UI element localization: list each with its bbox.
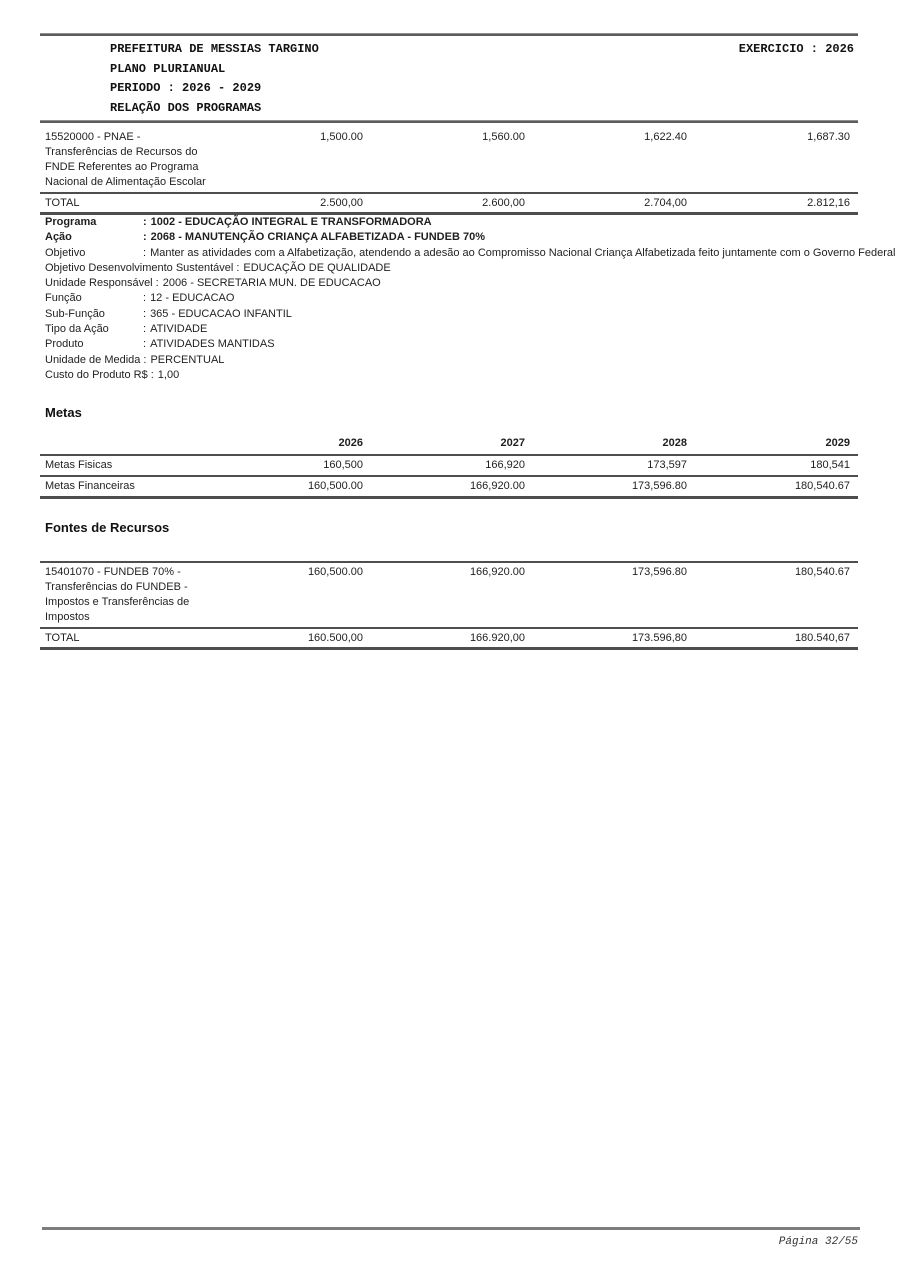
info-row-unidade-responsavel xyxy=(45,276,860,291)
exercicio-label: EXERCICIO : 2026 xyxy=(738,42,854,56)
info-row-produto xyxy=(45,337,860,352)
info-value: EDUCAÇÃO DE QUALIDADE xyxy=(243,261,391,274)
org-name: PREFEITURA DE MESSIAS TARGINO xyxy=(110,42,319,56)
info-label: Função xyxy=(45,292,82,305)
funding-source-row xyxy=(40,561,858,627)
year-header: 2028 xyxy=(662,437,687,449)
info-value: 1002 - EDUCAÇÃO INTEGRAL E TRANSFORMADORA xyxy=(150,216,432,228)
metas-row-label: Metas Financeiras xyxy=(45,480,135,492)
total-value-2028: 173.596,80 xyxy=(631,632,687,644)
total-label: TOTAL xyxy=(45,632,80,644)
total-value-2029: 2.812,16 xyxy=(807,197,850,209)
info-row-funcao xyxy=(45,291,860,306)
info-row-subfuncao xyxy=(45,307,860,322)
total-label: TOTAL xyxy=(45,197,80,209)
table-bottom-rule xyxy=(40,647,858,650)
doc-title: PLANO PLURIANUAL xyxy=(110,61,226,76)
funding-value-2029: 180,540.67 xyxy=(794,566,850,578)
metas-value-2027: 166,920.00 xyxy=(469,480,525,492)
funding-value-2027: 166,920.00 xyxy=(469,566,525,578)
info-value: 1,00 xyxy=(157,368,180,381)
page-number: Página 32/55 xyxy=(778,1236,858,1248)
info-value: 2006 - SECRETARIA MUN. DE EDUCACAO xyxy=(162,277,381,290)
year-header: 2026 xyxy=(338,437,363,449)
metas-financeiras-row xyxy=(40,475,858,496)
metas-value-2029: 180,540.67 xyxy=(794,480,850,492)
info-row-custo-produto xyxy=(45,368,860,383)
info-label: Objetivo Desenvolvimento Sustentável xyxy=(45,261,234,274)
metas-table xyxy=(40,431,858,499)
info-row-ods xyxy=(45,261,860,276)
metas-value-2029: 180,541 xyxy=(810,459,850,471)
info-label: Sub-Função xyxy=(45,307,105,320)
metas-heading: Metas xyxy=(45,405,82,420)
info-label: Programa xyxy=(45,216,97,228)
info-label: Objetivo xyxy=(45,246,86,259)
info-label: Custo do Produto R$ xyxy=(45,368,148,381)
period-label: PERIODO : 2026 - 2029 xyxy=(110,81,262,95)
header-line-1 xyxy=(110,40,854,60)
info-label: Unidade Responsável xyxy=(45,277,153,290)
total-value-2027: 166.920,00 xyxy=(469,632,525,644)
fontes-table xyxy=(40,561,858,650)
table-bottom-rule xyxy=(40,496,858,499)
metas-row-label: Metas Fisicas xyxy=(45,459,113,471)
metas-value-2027: 166,920 xyxy=(485,459,525,471)
total-value-2027: 2.600,00 xyxy=(482,197,525,209)
info-row-tipo-acao xyxy=(45,322,860,337)
colon: : xyxy=(143,353,147,366)
metas-fisicas-row xyxy=(40,454,858,475)
colon: : xyxy=(150,368,154,381)
info-value: ATIVIDADE xyxy=(150,323,208,336)
colon: : xyxy=(143,323,147,336)
program-info xyxy=(45,215,896,383)
info-row-unidade-medida xyxy=(45,353,860,368)
spacer-cell xyxy=(40,431,240,454)
colon: : xyxy=(143,231,147,244)
metas-value-2026: 160,500.00 xyxy=(307,480,363,492)
resource-value-2027: 1,560.00 xyxy=(482,131,525,143)
info-value: 2068 - MANUTENÇÃO CRIANÇA ALFABETIZADA - FUNDEB 70% xyxy=(150,231,485,244)
info-row-objetivo xyxy=(45,246,896,261)
funding-value-2026: 160,500.00 xyxy=(307,566,363,578)
colon: : xyxy=(143,307,147,320)
metas-value-2026: 160,500 xyxy=(323,459,363,471)
metas-value-2028: 173,596.80 xyxy=(631,480,687,492)
funding-source-description: 15401070 - FUNDEB 70% - Transferências do FUNDEB - Impostos e Transferências de Impostos xyxy=(45,566,190,623)
colon: : xyxy=(143,292,147,305)
info-value: 12 - EDUCACAO xyxy=(150,292,235,305)
colon: : xyxy=(143,246,147,259)
resource-description: 15520000 - PNAE - Transferências de Recursos do FNDE Referentes ao Programa Nacional de Alimentação Escolar xyxy=(45,131,206,188)
resource-value-2026: 1,500.00 xyxy=(320,131,363,143)
info-value: ATIVIDADES MANTIDAS xyxy=(150,338,275,351)
page-header xyxy=(40,33,858,123)
resource-value-2029: 1,687.30 xyxy=(807,131,850,143)
total-row xyxy=(40,192,858,212)
fontes-heading: Fontes de Recursos xyxy=(45,520,170,535)
year-header: 2029 xyxy=(825,437,850,449)
total-value-2026: 2.500,00 xyxy=(320,197,363,209)
funding-value-2028: 173,596.80 xyxy=(631,566,687,578)
resource-value-2028: 1,622.40 xyxy=(644,131,687,143)
colon: : xyxy=(143,216,147,228)
header-rule-bottom xyxy=(40,120,858,123)
header-text-block xyxy=(40,36,858,120)
info-label: Ação xyxy=(45,231,72,244)
info-label: Produto xyxy=(45,338,84,351)
metas-value-2028: 173,597 xyxy=(647,459,687,471)
total-row xyxy=(40,627,858,647)
resource-row xyxy=(40,128,858,192)
info-value: PERCENTUAL xyxy=(150,353,225,366)
metas-year-header-row xyxy=(40,431,858,454)
colon: : xyxy=(236,261,240,274)
info-row-programa xyxy=(45,215,860,230)
carryover-table xyxy=(40,128,858,215)
info-label: Unidade de Medida xyxy=(45,353,141,366)
page-footer xyxy=(42,1227,860,1248)
total-value-2026: 160.500,00 xyxy=(307,632,363,644)
colon: : xyxy=(155,277,159,290)
year-header: 2027 xyxy=(500,437,525,449)
report-section-title: RELAÇÃO DOS PROGRAMAS xyxy=(110,100,262,115)
info-label: Tipo da Ação xyxy=(45,323,109,336)
total-value-2029: 180.540,67 xyxy=(794,632,850,644)
info-value: Manter as atividades com a Alfabetização, atendendo a adesão ao Compromisso Nacional Criança Alfabetizada feito juntamente com o Governo Federal xyxy=(150,246,896,259)
total-value-2028: 2.704,00 xyxy=(644,197,687,209)
colon: : xyxy=(143,338,147,351)
info-value: 365 - EDUCACAO INFANTIL xyxy=(150,307,292,320)
info-row-acao xyxy=(45,230,860,245)
